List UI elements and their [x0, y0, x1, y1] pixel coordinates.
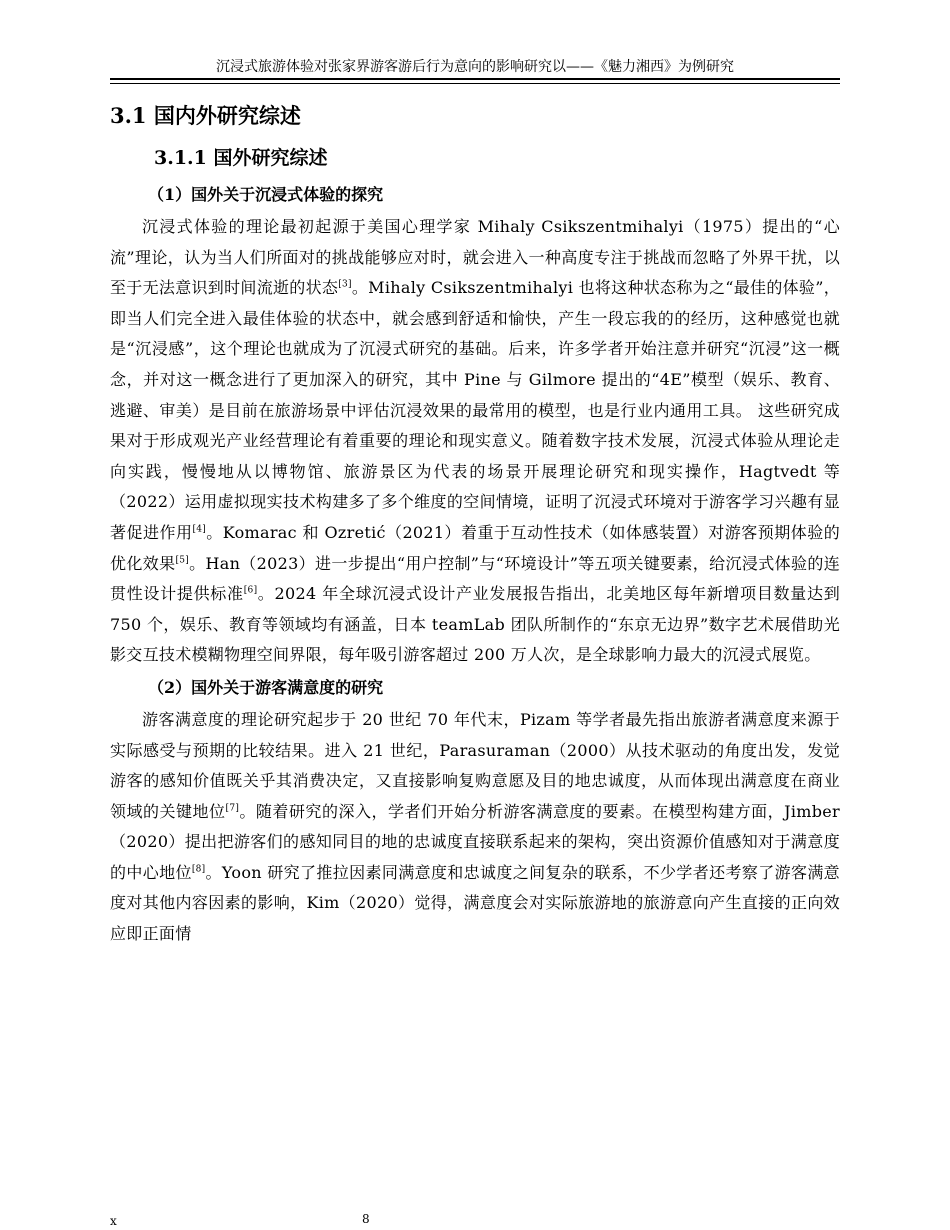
- paragraph-text: 。Mihaly Csikszentmihalyi 也将这种状态称为之“最佳的体验”，即当人们完全进入最佳体验的状态中，就会感到舒适和愉快，产生一段忘我的的经历，这种感觉也就是“沉浸感”，这个理论也就成为了沉浸式研究的基础。后来，许多学者开始注意并研究“沉浸”这一概念，并对这一概念进行了更加深入的研究，其中 Pine 与 Gilmore 提出的“4E”模型（娱乐、教育、逃避、审美）是目前在旅游场景中评估沉浸效果的最常用的模型，也是行业内通用工具。 这些研究成果对于形成观光产业经营理论有着重要的理论和现实意义。随着数字技术发展，沉浸式体验从理论走向实践，慢慢地从以博物馆、旅游景区为代表的场景开展理论研究和现实操作，Hagtvedt 等（2022）运用虚拟现实技术构建多了多个维度的空间情境，证明了沉浸式环境对于游客学习兴趣有显著促进作用: [110, 278, 841, 542]
- paragraph-text: 游客满意度的理论研究起步于 20 世纪 70 年代末，Pizam 等学者最先指出旅游者满意度来源于实际感受与预期的比较结果。进入 21 世纪，Parasuraman（2000）从技术驱动的角度出发，发觉游客的感知价值既关乎其消费决定，又直接影响复购意愿及目的地忠诚度，从而体现出满意度在商业领域的关键地位: [110, 709, 840, 821]
- paragraph-text: 。Han（2023）进一步提出“用户控制”与“环境设计”等五项关键要素，给沉浸式体验的连贯性设计提供标准: [110, 553, 840, 604]
- page-body: [110, 96, 840, 950]
- topic-heading-immersive: （1）国外关于沉浸式体验的探究: [148, 185, 384, 204]
- citation-ref: [3]: [338, 279, 352, 290]
- paragraph-text: 。Yoon 研究了推拉因素同满意度和忠诚度之间复杂的联系，不少学者还考察了游客满意度对其他内容因素的影响，Kim（2020）觉得，满意度会对实际旅游地的旅游意向产生直接的正向效应即正面情: [110, 862, 840, 944]
- paragraph-text: 。2024 年全球沉浸式设计产业发展报告指出，北美地区每年新增项目数量达到 750 个，娱乐、教育等领域均有涵盖，日本 teamLab 团队所制作的“东京无边界”数字艺术展借助光影交互技术模糊物理空间界限，每年吸引游客超过 200 万人次，是全球影响力最大的沉浸式展览。: [110, 584, 841, 665]
- citation-ref: [6]: [243, 585, 258, 596]
- paragraph-tourist-satisfaction: [110, 705, 840, 950]
- paragraph-text: 。随着研究的深入，学者们开始分析游客满意度的要素。在模型构建方面，Jimber（2020）提出把游客们的感知同目的地的忠诚度直接联系起来的架构，突出资源价值感知对于满意度的中心地位: [110, 801, 840, 882]
- citation-ref: [5]: [175, 555, 190, 566]
- citation-ref: [8]: [191, 864, 206, 875]
- subsection-heading: 3.1.1 国外研究综述: [154, 147, 328, 169]
- citation-ref: [7]: [225, 803, 240, 814]
- running-header-title: 沉浸式旅游体验对张家界游客游后行为意向的影响研究以——《魅力湘西》为例研究: [216, 59, 734, 75]
- footer-left-mark: x: [110, 1214, 117, 1228]
- header-rule-thin: [110, 83, 840, 84]
- citation-ref: [4]: [192, 524, 207, 535]
- header-rule-thick: [110, 78, 840, 80]
- paragraph-text: 沉浸式体验的理论最初起源于美国心理学家 Mihaly Csikszentmihalyi（1975）提出的“心流”理论，认为当人们所面对的挑战能够应对时，就会进入一种高度专注于挑战而忽略了外界干扰，以至于无法意识到时间流逝的状态: [110, 217, 840, 298]
- section-heading: 3.1 国内外研究综述: [110, 103, 301, 128]
- paragraph-immersive-experience: [110, 212, 840, 671]
- page-number: 8: [362, 1212, 370, 1226]
- topic-heading-satisfaction: （2）国外关于游客满意度的研究: [148, 677, 384, 697]
- paragraph-text: 。Komarac 和 Ozretić（2021）着重于互动性技术（如体感装置）对游客预期体验的优化效果: [110, 522, 840, 573]
